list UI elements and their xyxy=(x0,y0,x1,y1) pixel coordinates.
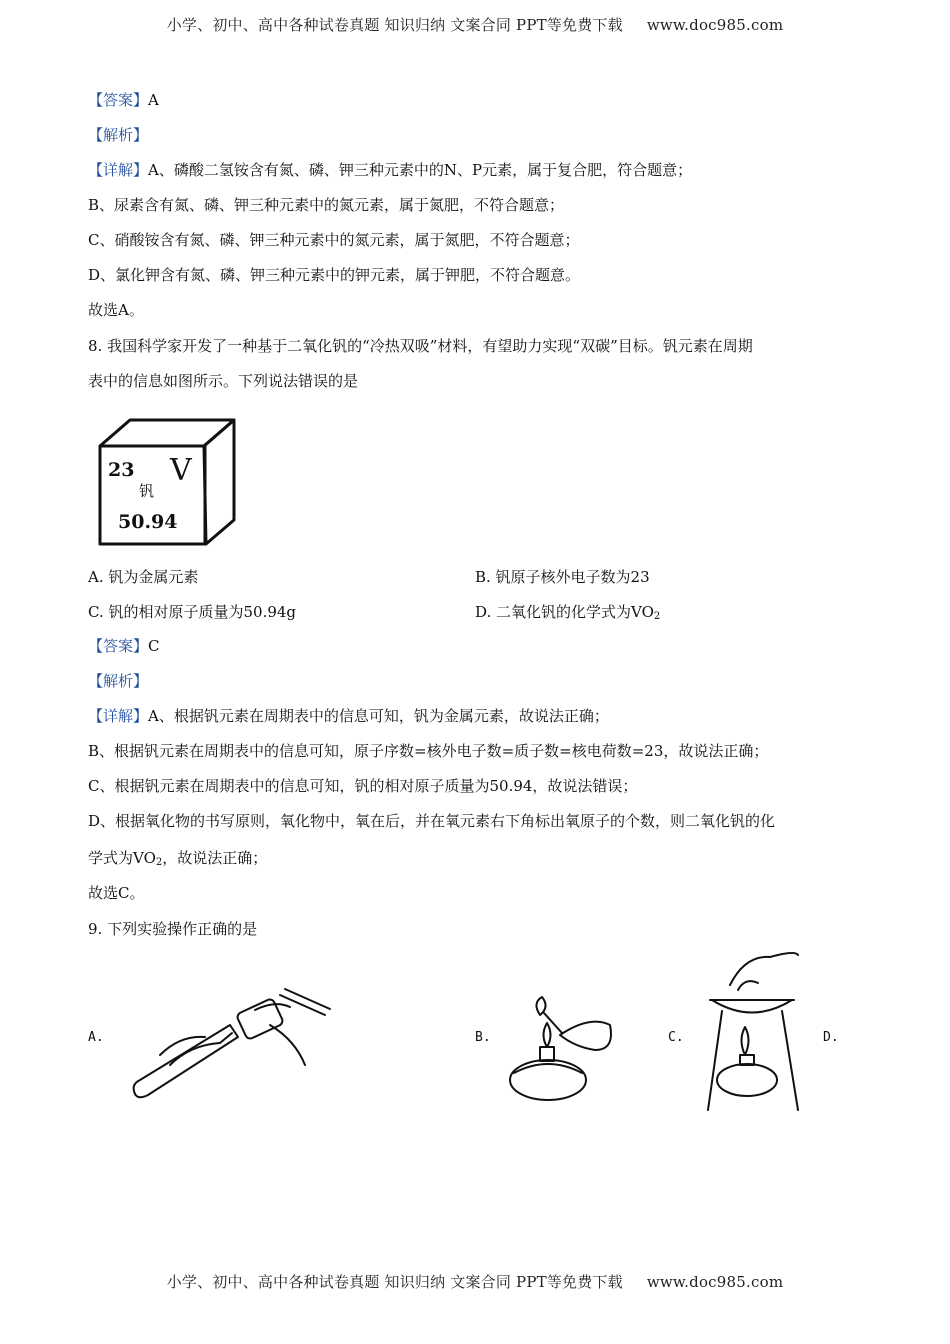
header-site[interactable]: www.doc985.com xyxy=(646,16,784,34)
q8-detail-d1: D、根据氧化物的书写原则，氧化物中，氧在后，并在氧元素右下角标出氧原子的个数，则二氧化钒的化 xyxy=(88,812,776,830)
right-hand-fingers xyxy=(255,1004,290,1010)
detail-tag: 【详解】 xyxy=(88,707,149,725)
detail-text: A、根据钒元素在周期表中的信息可知，钒为金属元素，故说法正确； xyxy=(148,707,609,725)
figure-b-alcohol-lamps xyxy=(500,995,615,1110)
q8-answer xyxy=(88,636,160,656)
figure-a-pouring-liquid xyxy=(130,985,335,1115)
element-cube-figure xyxy=(96,416,241,551)
answer-tag: 【答案】 xyxy=(88,637,149,655)
q7-detail-c: C、硝酸铵含有氮、磷、钾三种元素中的氮元素，属于氮肥，不符合题意； xyxy=(88,231,580,249)
lamp-body xyxy=(717,1064,777,1096)
q8-option-a[interactable]: A. 钒为金属元素 xyxy=(88,568,199,586)
right-hand xyxy=(270,1025,305,1065)
q8-stem-line2: 表中的信息如图所示。下列说法错误的是 xyxy=(88,372,359,390)
q8-detail-b: B、根据钒元素在周期表中的信息可知，原子序数=核外电子数=质子数=核电荷数=23，故说法正确； xyxy=(88,742,769,760)
q7-detail-b: B、尿素含有氮、磷、钾三种元素中的氮元素，属于氮肥，不符合题意； xyxy=(88,196,565,214)
q9-label-d[interactable]: D. xyxy=(823,1030,839,1045)
test-tube xyxy=(134,1025,238,1097)
detail-text: A、磷酸二氢铵含有氮、磷、钾三种元素中的N、P元素，属于复合肥，符合题意； xyxy=(148,161,693,179)
q9-label-b[interactable]: B. xyxy=(475,1030,491,1045)
page-footer xyxy=(0,1271,950,1292)
q8-option-b[interactable]: B. 钒原子核外电子数为23 xyxy=(475,568,650,586)
answer-value: C xyxy=(148,637,160,655)
q8-detail-d2 xyxy=(88,848,267,873)
page-header xyxy=(0,14,950,35)
q7-detail-d: D、氯化钾含有氮、磷、钾三种元素中的钾元素，属于钾肥，不符合题意。 xyxy=(88,266,581,284)
q9-label-a[interactable]: A. xyxy=(88,1030,104,1045)
tripod-leg-left xyxy=(708,1011,722,1110)
cube-top-face xyxy=(100,420,234,446)
q7-answer xyxy=(88,90,159,110)
q8-conclusion: 故选C。 xyxy=(88,884,145,902)
cube-side-face xyxy=(204,420,234,544)
analysis-tag: 【解析】 xyxy=(88,672,149,690)
tripod-leg-right xyxy=(782,1011,798,1110)
footer-text: 小学、初中、高中各种试卷真题 知识归纳 文案合同 PPT等免费下载 xyxy=(166,1273,623,1291)
element-symbol: V xyxy=(170,453,192,488)
hand-fingers xyxy=(738,981,758,990)
answer-value: A xyxy=(148,91,159,109)
element-mass: 50.94 xyxy=(118,511,178,533)
answer-tag: 【答案】 xyxy=(88,91,149,109)
figure-c-evaporation xyxy=(700,945,805,1115)
footer-site[interactable]: www.doc985.com xyxy=(646,1273,784,1291)
lamp-body-tilted xyxy=(560,1022,611,1050)
option-d-subscript: 2 xyxy=(653,611,661,622)
detail-d2-prefix: 学式为VO xyxy=(88,849,156,867)
q7-conclusion: 故选A。 xyxy=(88,301,144,319)
flame-lower xyxy=(544,1023,551,1047)
analysis-tag: 【解析】 xyxy=(88,126,149,144)
q7-detail-a xyxy=(88,160,692,180)
q8-stem-line1: 8. 我国科学家开发了一种基于二氧化钒的“冷热双吸”材料，有望助力实现“双碳”目标。钒元素在周期 xyxy=(88,337,753,355)
header-text: 小学、初中、高中各种试卷真题 知识归纳 文案合同 PPT等免费下载 xyxy=(166,16,623,34)
q8-option-c[interactable]: C. 钒的相对原子质量为50.94g xyxy=(88,603,297,621)
q7-analysis xyxy=(88,125,148,145)
detail-d2-subscript: 2 xyxy=(155,857,163,868)
q8-detail-c: C、根据钒元素在周期表中的信息可知，钒的相对原子质量为50.94，故说法错误； xyxy=(88,777,638,795)
element-number: 23 xyxy=(108,459,135,481)
q8-option-d[interactable] xyxy=(475,601,660,622)
evaporating-dish xyxy=(712,1000,792,1013)
dropper-rod-2 xyxy=(285,989,330,1009)
lamp-body-lower xyxy=(510,1060,586,1100)
q9-stem: 9. 下列实验操作正确的是 xyxy=(88,920,258,938)
q8-analysis xyxy=(88,671,148,691)
detail-tag: 【详解】 xyxy=(88,161,149,179)
flame xyxy=(742,1027,749,1055)
element-name: 钒 xyxy=(139,482,155,500)
left-hand-fingers xyxy=(160,1037,205,1055)
lamp-neck xyxy=(540,1047,554,1061)
q9-label-c[interactable]: C. xyxy=(668,1030,684,1045)
option-d-text: D. 二氧化钒的化学式为VO xyxy=(475,603,654,621)
hand xyxy=(730,953,798,985)
detail-d2-suffix: ，故说法正确； xyxy=(162,849,268,867)
q8-detail-a xyxy=(88,706,609,726)
